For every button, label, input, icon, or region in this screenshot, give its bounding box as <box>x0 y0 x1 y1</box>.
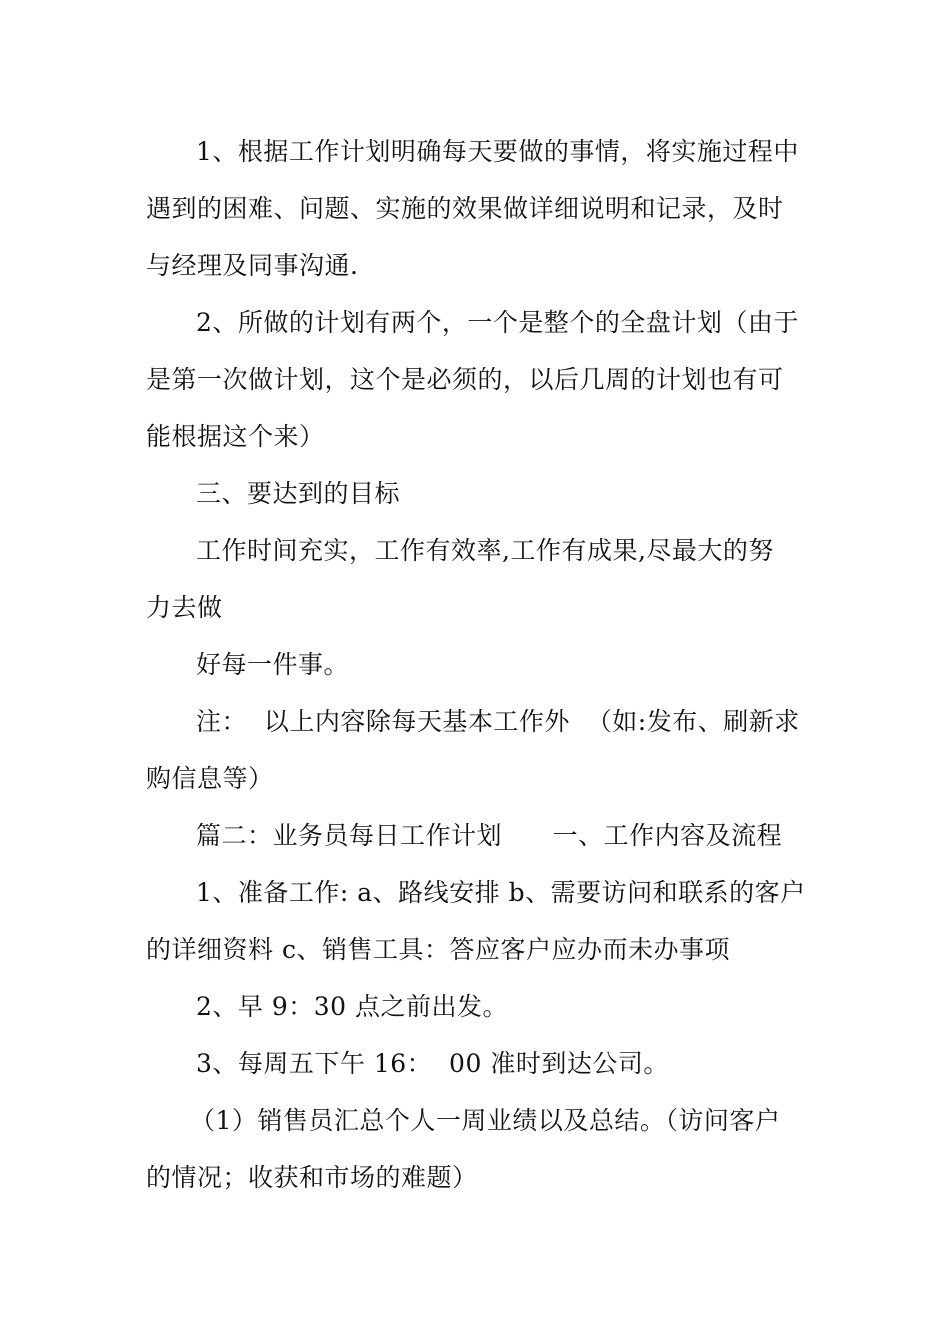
paragraph-line: 3、每周五下午 16： 00 准时到达公司。 <box>196 1049 669 1078</box>
section-heading: 篇二：业务员每日工作计划 一、工作内容及流程 <box>196 821 783 850</box>
paragraph-line: 1、根据工作计划明确每天要做的事情，将实施过程中 <box>196 137 799 166</box>
paragraph-line: 1、准备工作: a、路线安排 b、需要访问和联系的客户 <box>196 878 806 907</box>
paragraph-line: 的详细资料 c、销售工具：答应客户应办而未办事项 <box>146 935 730 964</box>
paragraph-line: 力去做 <box>146 593 223 622</box>
paragraph-line: （1）销售员汇总个人一周业绩以及总结。（访问客户 <box>190 1106 781 1135</box>
paragraph-line: 是第一次做计划，这个是必须的，以后几周的计划也有可 <box>146 365 784 394</box>
paragraph-line: 工作时间充实，工作有效率,工作有成果,尽最大的努 <box>196 536 774 565</box>
paragraph-line: 2、早 9：30 点之前出发。 <box>196 992 509 1021</box>
note-line: 注： 以上内容除每天基本工作外 （如:发布、刷新求 <box>196 707 800 736</box>
paragraph-line: 好每一件事。 <box>196 650 350 679</box>
paragraph-line: 与经理及同事沟通. <box>146 251 359 280</box>
paragraph-line: 遇到的困难、问题、实施的效果做详细说明和记录，及时 <box>146 194 784 223</box>
note-line: 购信息等） <box>146 764 274 793</box>
paragraph-line: 能根据这个来） <box>146 422 325 451</box>
section-heading: 三、要达到的目标 <box>196 479 401 508</box>
paragraph-line: 的情况；收获和市场的难题） <box>146 1163 478 1192</box>
paragraph-line: 2、所做的计划有两个，一个是整个的全盘计划（由于 <box>196 308 799 337</box>
